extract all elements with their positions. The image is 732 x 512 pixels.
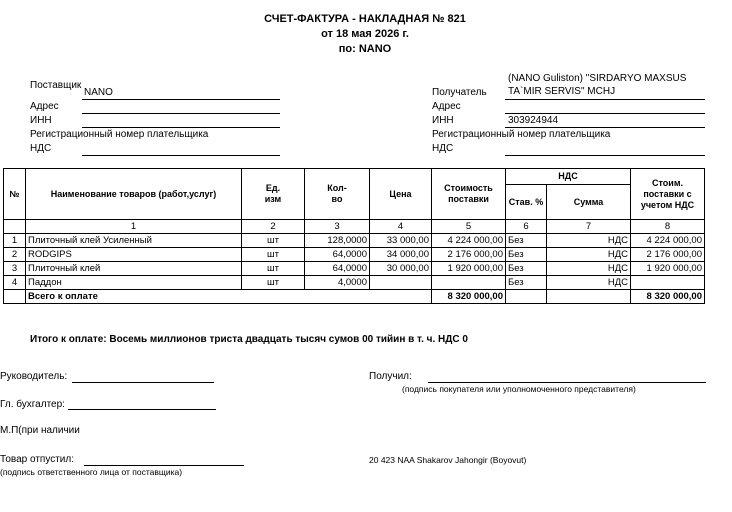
table-row bbox=[4, 234, 705, 248]
row-qty: 4,0000 bbox=[305, 276, 370, 290]
row-num: 3 bbox=[4, 262, 26, 276]
table-total-row bbox=[4, 290, 705, 304]
director-sign-line bbox=[72, 382, 214, 383]
supplier-label: Поставщик bbox=[30, 80, 82, 91]
supplier-inn-line bbox=[82, 127, 280, 128]
supplier-address-label: Адрес bbox=[30, 101, 59, 112]
supplier-inn-label: ИНН bbox=[30, 115, 52, 126]
header-unit: Ед. изм bbox=[242, 169, 305, 220]
row-rate: Без bbox=[506, 276, 547, 290]
receiver-address-label: Адрес bbox=[432, 101, 461, 112]
row-cost bbox=[432, 276, 506, 290]
receiver-nds-line bbox=[505, 155, 705, 156]
supplier-nds-label: НДС bbox=[30, 143, 52, 154]
row-num: 1 bbox=[4, 234, 26, 248]
row-name: Плиточный клей Усиленный bbox=[26, 234, 242, 248]
total-empty-cell bbox=[506, 290, 547, 304]
doc-reference: 20 423 NAA Shakarov Jahongir (Boyovut) bbox=[369, 455, 527, 465]
row-unit: шт bbox=[242, 248, 305, 262]
row-total: 4 224 000,00 bbox=[631, 234, 705, 248]
accountant-label: Гл. бухгалтер: bbox=[0, 399, 65, 410]
supplier-reg-label: Регистрационный номер плательщика bbox=[30, 129, 209, 140]
row-nds-sum: НДС bbox=[547, 248, 631, 262]
row-rate: Без bbox=[506, 262, 547, 276]
table-row bbox=[4, 248, 705, 262]
receiver-line bbox=[505, 99, 705, 100]
table-header-row bbox=[4, 169, 705, 185]
colnum-cell: 3 bbox=[305, 220, 370, 234]
row-cost: 2 176 000,00 bbox=[432, 248, 506, 262]
document-title: СЧЕТ-ФАКТУРА - НАКЛАДНАЯ № 821 bbox=[264, 13, 466, 25]
total-empty-cell bbox=[4, 290, 26, 304]
row-name: Паддон bbox=[26, 276, 242, 290]
row-total: 1 920 000,00 bbox=[631, 262, 705, 276]
header-rate: Став. % bbox=[506, 185, 547, 220]
header-name: Наименование товаров (работ,услуг) bbox=[26, 169, 242, 220]
released-label: Товар отпустил: bbox=[0, 454, 74, 465]
total-label: Всего к оплате bbox=[26, 290, 432, 304]
document-by: по: NANO bbox=[338, 43, 392, 55]
row-name: RODGIPS bbox=[26, 248, 242, 262]
row-nds-sum: НДС bbox=[547, 276, 631, 290]
row-rate: Без bbox=[506, 248, 547, 262]
row-total bbox=[631, 276, 705, 290]
row-rate: Без bbox=[506, 234, 547, 248]
header-num: № bbox=[4, 169, 26, 220]
document-date: от 18 мая 2026 г. bbox=[321, 28, 409, 40]
row-name: Плиточный клей bbox=[26, 262, 242, 276]
summary-text: Итого к оплате: Восемь миллионов триста двадцать тысяч сумов 00 тийин в т. ч. НДС 0 bbox=[30, 334, 468, 345]
row-price: 33 000,00 bbox=[370, 234, 432, 248]
row-unit: шт bbox=[242, 276, 305, 290]
receiver-reg-label: Регистрационный номер плательщика bbox=[432, 129, 611, 140]
items-table bbox=[3, 168, 705, 304]
colnum-cell: 1 bbox=[26, 220, 242, 234]
table-row bbox=[4, 262, 705, 276]
row-qty: 128,0000 bbox=[305, 234, 370, 248]
colnum-cell: 8 bbox=[631, 220, 705, 234]
row-nds-sum: НДС bbox=[547, 262, 631, 276]
header-price: Цена bbox=[370, 169, 432, 220]
colnum-cell: 4 bbox=[370, 220, 432, 234]
header-nds: НДС bbox=[506, 169, 631, 185]
total-cost: 8 320 000,00 bbox=[432, 290, 506, 304]
header-sum: Сумма bbox=[547, 185, 631, 220]
received-sign-line bbox=[428, 382, 706, 383]
received-note: (подпись покупателя или уполномоченного представителя) bbox=[402, 384, 636, 394]
director-label: Руководитель: bbox=[0, 371, 68, 382]
supplier-nds-line bbox=[82, 155, 280, 156]
header-total: Стоим. поставки с учетом НДС bbox=[631, 169, 705, 220]
stamp-label: М.П(при наличии bbox=[0, 425, 80, 436]
receiver-label: Получатель bbox=[432, 87, 487, 98]
supplier-value: NANO bbox=[84, 87, 113, 98]
colnum-cell: 7 bbox=[547, 220, 631, 234]
row-num: 4 bbox=[4, 276, 26, 290]
received-label: Получил: bbox=[369, 371, 412, 382]
row-cost: 4 224 000,00 bbox=[432, 234, 506, 248]
receiver-inn-line bbox=[505, 127, 705, 128]
receiver-inn-value: 303924944 bbox=[508, 115, 559, 126]
row-price: 34 000,00 bbox=[370, 248, 432, 262]
row-nds-sum: НДС bbox=[547, 234, 631, 248]
row-unit: шт bbox=[242, 262, 305, 276]
row-price bbox=[370, 276, 432, 290]
row-unit: шт bbox=[242, 234, 305, 248]
accountant-sign-line bbox=[68, 409, 216, 410]
colnum-cell: 6 bbox=[506, 220, 547, 234]
header-cost: Стоимость поставки bbox=[432, 169, 506, 220]
released-note: (подпись ответственного лица от поставщика) bbox=[0, 467, 183, 477]
row-total: 2 176 000,00 bbox=[631, 248, 705, 262]
supplier-address-line bbox=[82, 113, 280, 114]
colnum-cell: 5 bbox=[432, 220, 506, 234]
receiver-address-line bbox=[505, 113, 705, 114]
row-cost: 1 920 000,00 bbox=[432, 262, 506, 276]
receiver-nds-label: НДС bbox=[432, 143, 454, 154]
row-qty: 64,0000 bbox=[305, 248, 370, 262]
row-price: 30 000,00 bbox=[370, 262, 432, 276]
colnum-cell: 2 bbox=[242, 220, 305, 234]
receiver-value-line2: TA`MIR SERVIS" MCHJ bbox=[508, 86, 616, 97]
row-num: 2 bbox=[4, 248, 26, 262]
receiver-value-line1: (NANO Guliston) "SIRDARYO MAXSUS bbox=[508, 73, 687, 84]
receiver-inn-label: ИНН bbox=[432, 115, 454, 126]
header-qty: Кол-во bbox=[305, 169, 370, 220]
supplier-line bbox=[82, 99, 280, 100]
total-with-nds: 8 320 000,00 bbox=[631, 290, 705, 304]
total-empty-cell bbox=[547, 290, 631, 304]
table-row bbox=[4, 276, 705, 290]
row-qty: 64,0000 bbox=[305, 262, 370, 276]
colnum-cell bbox=[4, 220, 26, 234]
released-sign-line bbox=[84, 465, 244, 466]
table-colnum-row bbox=[4, 220, 705, 234]
